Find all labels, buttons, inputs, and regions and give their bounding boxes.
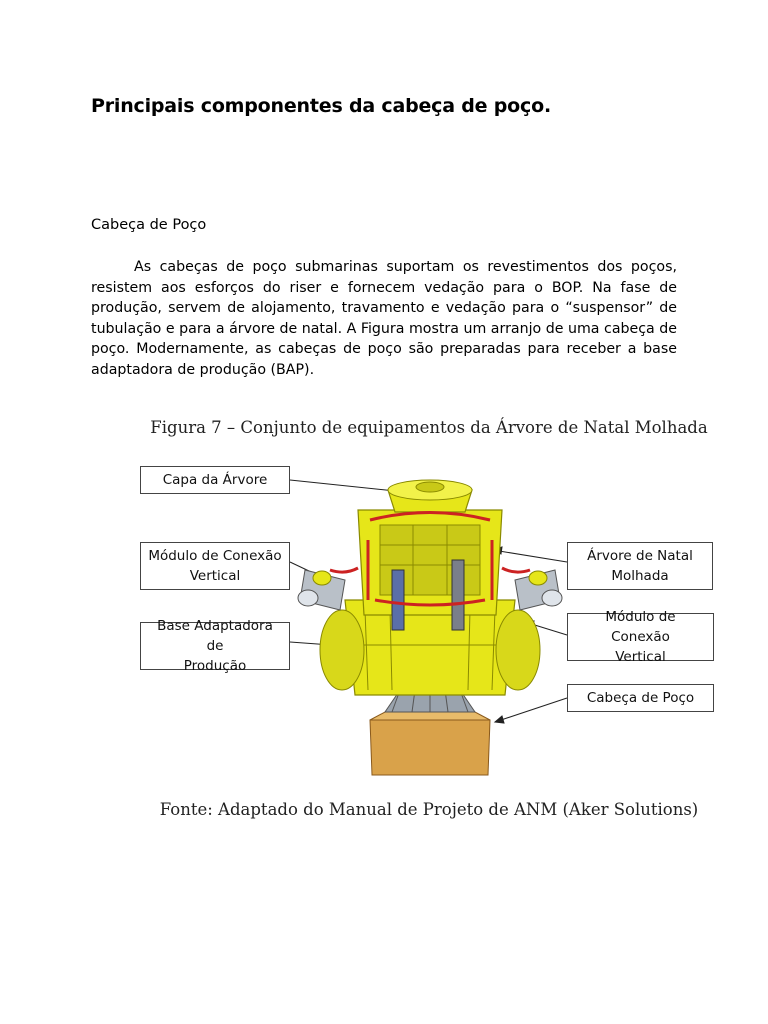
wet-christmas-tree-figure (130, 450, 730, 790)
callout-arvore-natal: Árvore de Natal Molhada (567, 542, 713, 590)
callout-cabeca-de-poco: Cabeça de Poço (567, 684, 714, 712)
section-heading: Cabeça de Poço (91, 217, 207, 233)
page-title: Principais componentes da cabeça de poço. (91, 95, 551, 117)
callout-capa-da-arvore: Capa da Árvore (140, 466, 290, 494)
callout-modulo-conexao-left: Módulo de Conexão Vertical (140, 542, 290, 590)
body-paragraph: As cabeças de poço submarinas suportam os revestimentos dos poços, resistem aos esforços do riser e fornecem vedação para o BOP. Na fase de produção, servem de alojamento, travamento e vedação para o “suspensor” de tubulação e para a árvore de natal. A Figura mostra um arranjo de uma cabeça de poço. Modernamente, as cabeças de poço são preparadas para receber a base adaptadora de produção (BAP). (91, 259, 677, 378)
callout-modulo-conexao-right: Módulo de Conexão Vertical (567, 613, 714, 661)
figure-source: Fonte: Adaptado do Manual de Projeto de ANM (Aker Solutions) (159, 800, 699, 819)
callout-base-adaptadora: Base Adaptadora de Produção (140, 622, 290, 670)
figure-caption: Figura 7 – Conjunto de equipamentos da Árvore de Natal Molhada (150, 418, 708, 437)
